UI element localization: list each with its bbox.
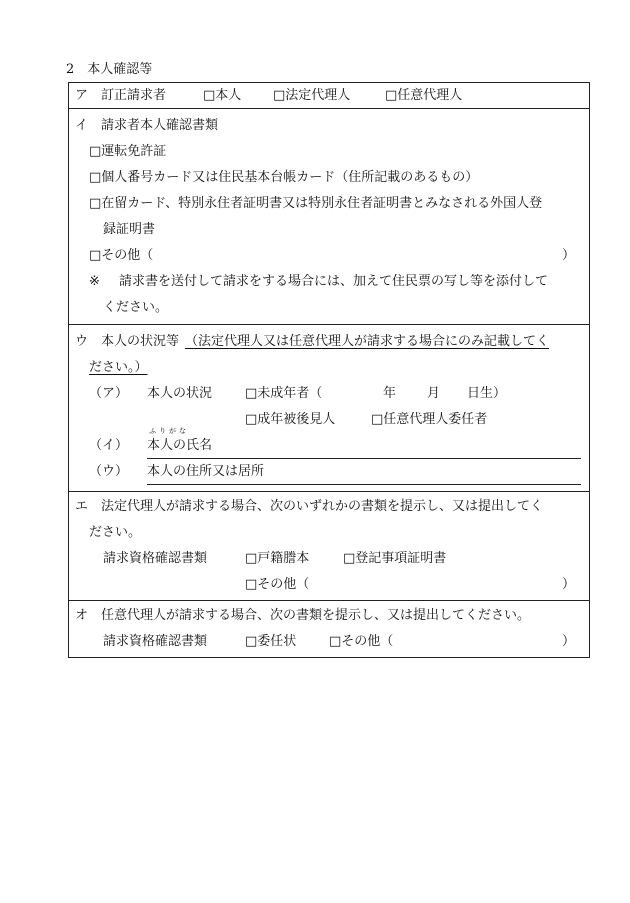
note-mark: ※ (89, 274, 100, 289)
birth-month-label: 月 (427, 386, 441, 401)
id-other-checkbox[interactable]: □その他（ (89, 248, 154, 263)
voluntary-agent-principal-checkbox[interactable]: □任意代理人委任者 (371, 412, 488, 427)
minor-checkbox[interactable]: □未成年者（ (245, 386, 323, 401)
person-status-label: ウ 本人の状況等 (75, 334, 180, 349)
person-address-label: 本人の住所又は居所 (147, 464, 265, 479)
status-item-a-num: （ア） (89, 386, 129, 401)
section-legal-agent-docs (69, 492, 589, 601)
voluntary-agent-other-checkbox[interactable]: □その他（ (329, 634, 394, 649)
person-status-note-cont: ださい。） (89, 360, 148, 375)
section-voluntary-agent-docs (69, 601, 589, 657)
requester-legal-agent-checkbox[interactable]: □法定代理人 (273, 88, 351, 103)
family-register-checkbox[interactable]: □戸籍謄本 (245, 551, 310, 566)
voluntary-agent-docs-text: オ 任意代理人が請求する場合、次の書類を提示し、又は提出してください。 (75, 608, 531, 623)
note-text: 請求書を送付して請求をする場合には、加えて住民票の写し等を添付して (119, 274, 549, 289)
id-documents-label: イ 請求者本人確認書類 (75, 118, 219, 133)
legal-agent-doc-label: 請求資格確認書類 (103, 551, 208, 566)
section-person-status (69, 325, 589, 492)
person-name-label: 本人の氏名 (147, 438, 213, 453)
residence-card-checkbox[interactable]: □在留カード、特別永住者証明書又は特別永住者証明書とみなされる外国人登 (89, 196, 543, 211)
identity-verification-form (68, 82, 590, 658)
requester-label: ア 訂正請求者 (75, 88, 167, 103)
legal-agent-docs-text: エ 法定代理人が請求する場合、次のいずれかの書類を提示し、又は提出してく (75, 499, 544, 514)
my-number-card-checkbox[interactable]: □個人番号カード又は住民基本台帳カード（住所記載のあるもの） (89, 170, 479, 185)
section-heading: 2 本人確認等 (66, 62, 153, 77)
legal-agent-other-close: ） (561, 577, 575, 592)
drivers-license-checkbox[interactable]: □運転免許証 (89, 144, 167, 159)
requester-self-checkbox[interactable]: □本人 (203, 88, 242, 103)
birth-year-label: 年 (383, 386, 397, 401)
birth-day-label: 日生） (467, 386, 507, 401)
registry-certificate-checkbox[interactable]: □登記事項証明書 (343, 551, 447, 566)
id-other-close: ） (561, 248, 575, 263)
status-item-u-num: （ウ） (89, 464, 129, 479)
person-name-field[interactable] (147, 427, 581, 459)
status-item-a-label: 本人の状況 (147, 386, 213, 401)
legal-agent-docs-text-cont: ださい。 (89, 525, 142, 540)
person-status-note: （法定代理人又は任意代理人が請求する場合にのみ記載してく (185, 334, 550, 349)
name-furigana: ふりがな (149, 427, 189, 435)
person-address-field[interactable] (147, 459, 581, 485)
voluntary-agent-doc-label: 請求資格確認書類 (103, 634, 208, 649)
adult-guardian-checkbox[interactable]: □成年被後見人 (245, 412, 336, 427)
legal-agent-other-checkbox[interactable]: □その他（ (245, 577, 310, 592)
voluntary-agent-other-close: ） (561, 634, 575, 649)
status-item-i-num: （イ） (89, 438, 129, 453)
requester-voluntary-agent-checkbox[interactable]: □任意代理人 (385, 88, 463, 103)
residence-card-text-cont: 録証明書 (103, 222, 156, 237)
power-of-attorney-checkbox[interactable]: □委任状 (245, 634, 297, 649)
note-text-cont: ください。 (103, 300, 169, 315)
section-requester (69, 83, 589, 109)
section-id-documents (69, 109, 589, 325)
